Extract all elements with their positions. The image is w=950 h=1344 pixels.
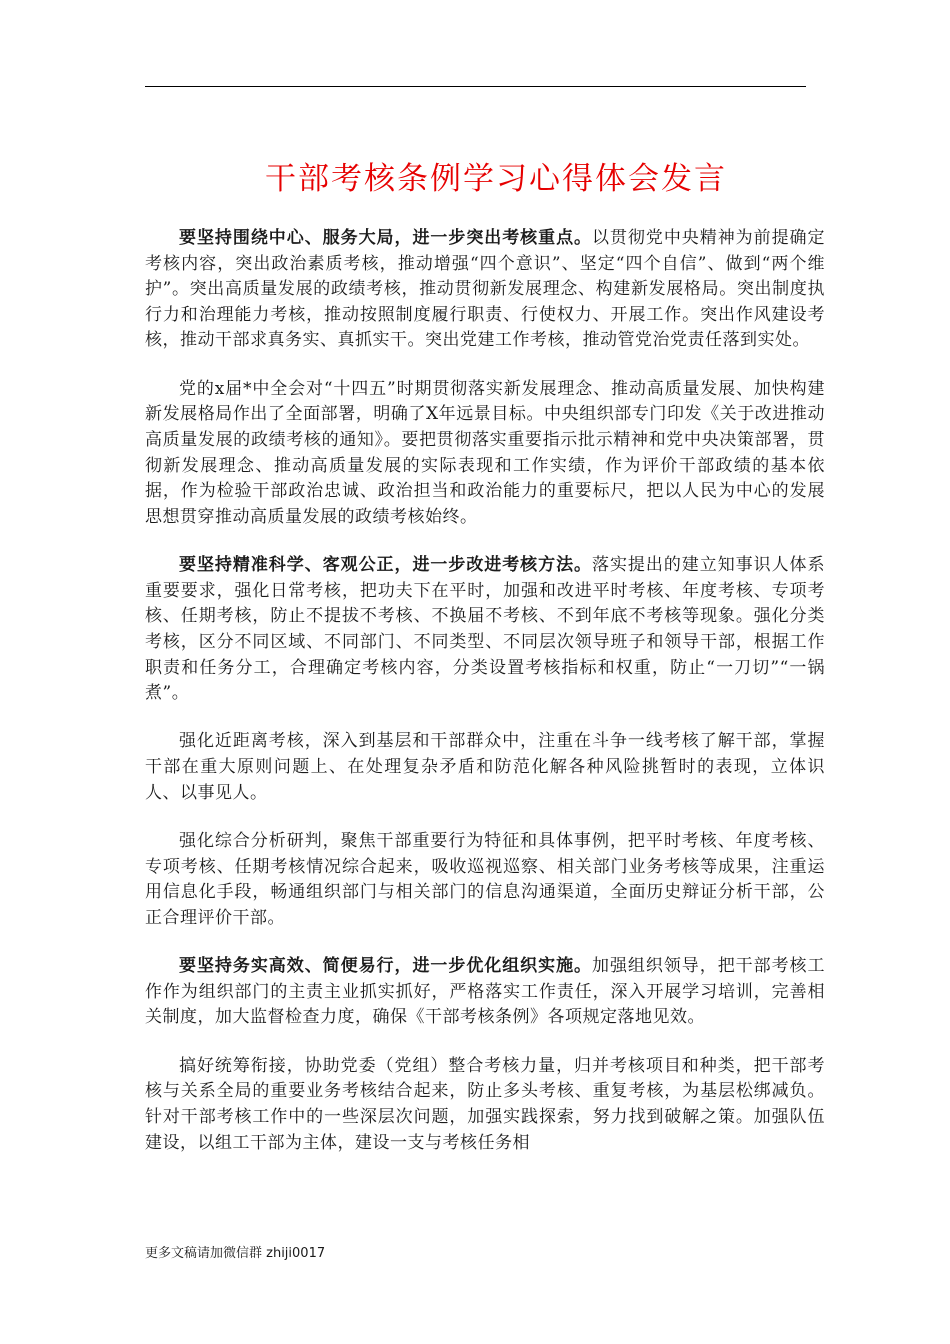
paragraph-text: 强化综合分析研判，聚焦干部重要行为特征和具体事例，把平时考核、年度考核、专项考核、任期考核情况综合起来，吸收巡视巡察、相关部门业务考核等成果，注重运用信息化手段，畅通组织部门与相关部门的信息沟通渠道，全面历史辩证分析干部，公正合理评价干部。 xyxy=(145,831,825,928)
paragraph-text: 以贯彻党中央精神为前提确定考核内容，突出政治素质考核，推动增强“四个意识”、坚定“四个自信”、做到“两个维护”。突出高质量发展的政绩考核，推动贯彻新发展理念、构建新发展格局。突出制度执行力和治理能力考核，推动按照制度履行职责、行使权力、开展工作。突出作风建设考核，推动干部求真务实、真抓实干。突出党建工作考核，推动管党治党责任落到实处。 xyxy=(145,228,826,351)
paragraph-lead: 要坚持务实高效、简便易行，进一步优化组织实施。 xyxy=(179,956,593,977)
paragraph-text: 强化近距离考核，深入到基层和干部群众中，注重在斗争一线考核了解干部，掌握干部在重大原则问题上、在处理复杂矛盾和防范化解各种风险挑暂时的表现，立体识人、以事见人。 xyxy=(145,731,825,803)
paragraph xyxy=(145,226,825,354)
paragraph xyxy=(145,553,825,707)
footer-note: 更多文稿请加微信群 zhiji0017 xyxy=(145,1246,326,1261)
paragraph-text: 加强组织领导，把干部考核工作作为组织部门的主责主业抓实抓好，严格落实工作责任，深入开展学习培训，完善相关制度，加大监督检查力度，确保《干部考核条例》各项规定落地见效。 xyxy=(145,956,826,1028)
document-title: 干部考核条例学习心得体会发言 xyxy=(265,161,727,197)
paragraph-lead: 要坚持精准科学、客观公正，进一步改进考核方法。 xyxy=(179,555,593,576)
paragraph-text: 搞好统筹衔接，协助党委（党组）整合考核力量，归并考核项目和种类，把干部考核与关系全局的重要业务考核结合起来，防止多头考核、重复考核，为基层松绑减负。针对干部考核工作中的一些深层次问题，加强实践探索，努力找到破解之策。加强队伍建设，以组工干部为主体，建设一支与考核任务相 xyxy=(145,1055,825,1153)
paragraph xyxy=(145,829,825,931)
paragraph-text: 党的x届*中全会对“十四五”时期贯彻落实新发展理念、推动高质量发展、加快构建新发展格局作出了全面部署，明确了X年远景目标。中央组织部专门印发《关于改进推动高质量发展的政绩考核的通知》。要把贯彻落实重要指示批示精神和党中央决策部署，贯彻新发展理念、推动高质量发展的实际表现和工作实绩，作为评价干部政绩的基本依据，作为检验干部政治忠诚、政治担当和政治能力的重要标尺，把以人民为中心的发展思想贯穿推动高质量发展的政绩考核始终。 xyxy=(145,378,825,527)
paragraph xyxy=(145,729,825,806)
paragraph xyxy=(145,1054,825,1156)
paragraph-text: 落实提出的建立知事识人体系重要要求，强化日常考核，把功夫下在平时，加强和改进平时考核、年度考核、专项考核、任期考核，防止不提拔不考核、不换届不考核、不到年底不考核等现象。强化分类考核，区分不同区域、不同部门、不同类型、不同层次领导班子和领导干部，根据工作职责和任务分工，合理确定考核内容，分类设置考核指标和权重，防止“一刀切”“一锅煮”。 xyxy=(145,555,826,704)
paragraph xyxy=(145,954,825,1031)
paragraph-lead: 要坚持围绕中心、服务大局，进一步突出考核重点。 xyxy=(179,228,593,248)
document-body xyxy=(145,226,825,1179)
paragraph xyxy=(145,377,825,531)
header-rule xyxy=(145,86,806,87)
